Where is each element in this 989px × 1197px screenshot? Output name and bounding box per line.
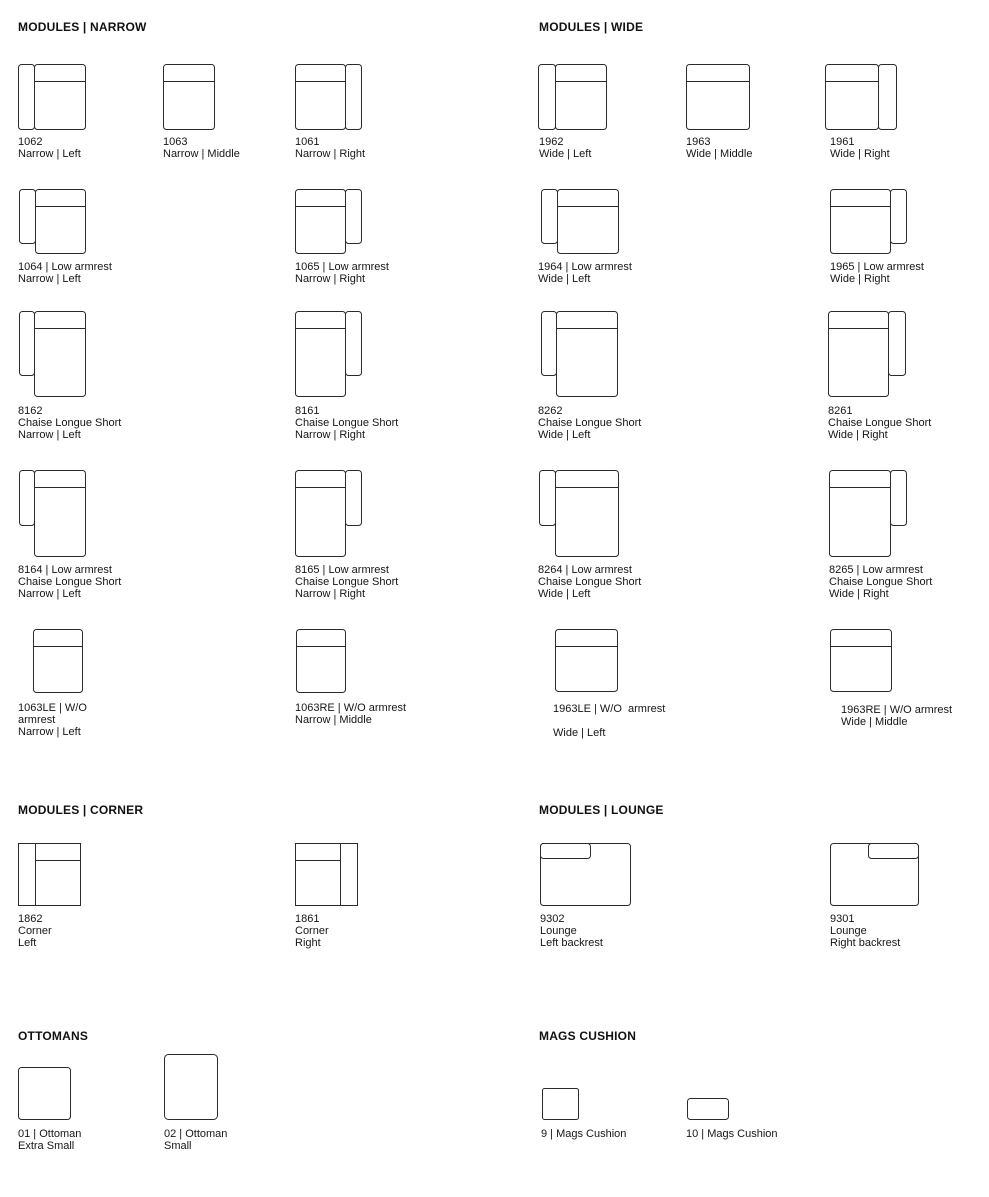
section-header-modules-narrow: MODULES | NARROW xyxy=(18,20,147,34)
label-line: 8262 xyxy=(538,405,563,417)
label-line: 1063 xyxy=(163,136,188,148)
label-line: Narrow | Left xyxy=(18,588,81,600)
label-line: Right backrest xyxy=(830,937,901,949)
label-line: 01 | Ottoman xyxy=(18,1128,82,1140)
label-line: Chaise Longue Short xyxy=(18,417,122,429)
label-line: armrest xyxy=(18,714,56,726)
label-line: Left backrest xyxy=(540,937,603,949)
label-line: Lounge xyxy=(540,925,577,937)
section-header-modules-wide: MODULES | WIDE xyxy=(539,20,644,34)
label-line: 9 | Mags Cushion xyxy=(541,1128,627,1140)
label-line: Chaise Longue Short xyxy=(828,417,932,429)
label-line: 8161 xyxy=(295,405,320,417)
label-line: 1965 | Low armrest xyxy=(830,261,924,273)
label-line: Chaise Longue Short xyxy=(538,576,642,588)
label-line: 1961 xyxy=(830,136,855,148)
section-header-modules-corner: MODULES | CORNER xyxy=(18,803,144,817)
label-line: Narrow | Right xyxy=(295,429,366,441)
label-line: 10 | Mags Cushion xyxy=(686,1128,778,1140)
label-line: Chaise Longue Short xyxy=(295,417,399,429)
label-line: Wide | Middle xyxy=(841,716,908,728)
section-header-ottomans: OTTOMANS xyxy=(18,1029,89,1043)
label-line: Wide | Left xyxy=(539,148,592,160)
label-line: 1964 | Low armrest xyxy=(538,261,632,273)
section-header-mags-cushion: MAGS CUSHION xyxy=(539,1029,637,1043)
label-line: Wide | Right xyxy=(830,148,890,160)
label-line: 1962 xyxy=(539,136,564,148)
label-line: 1861 xyxy=(295,913,320,925)
label-line: Wide | Right xyxy=(829,588,889,600)
label-line: Narrow | Left xyxy=(18,429,81,441)
label-line: 1062 xyxy=(18,136,43,148)
label-line: Chaise Longue Short xyxy=(538,417,642,429)
label-line: 1061 xyxy=(295,136,320,148)
label-line: Narrow | Right xyxy=(295,148,366,160)
label-line: 1064 | Low armrest xyxy=(18,261,112,273)
label-line: Corner xyxy=(18,925,52,937)
label-line: Narrow | Left xyxy=(18,726,81,738)
label-line: Narrow | Left xyxy=(18,273,81,285)
module-drawing-10 xyxy=(687,1098,729,1120)
label-line: Wide | Left xyxy=(553,727,606,739)
label-line: Wide | Left xyxy=(538,588,591,600)
label-line: Left xyxy=(18,937,37,949)
label-line: Narrow | Right xyxy=(295,588,366,600)
section-header-modules-lounge: MODULES | LOUNGE xyxy=(539,803,664,817)
label-line: Wide | Left xyxy=(538,273,591,285)
module-label-9 xyxy=(541,1128,626,1140)
label-line: Chaise Longue Short xyxy=(295,576,399,588)
label-line: Chaise Longue Short xyxy=(829,576,933,588)
label-line: Right xyxy=(295,937,321,949)
module-label-10 xyxy=(686,1128,778,1140)
label-line: 1963 xyxy=(686,136,711,148)
label-line: 9301 xyxy=(830,913,855,925)
label-line: 8265 | Low armrest xyxy=(829,564,923,576)
label-line: Corner xyxy=(295,925,329,937)
label-line: 02 | Ottoman xyxy=(164,1128,228,1140)
label-line: 8165 | Low armrest xyxy=(295,564,389,576)
label-line: Wide | Left xyxy=(538,429,591,441)
label-line: 8261 xyxy=(828,405,853,417)
label-line: 1065 | Low armrest xyxy=(295,261,389,273)
label-line: Wide | Right xyxy=(828,429,888,441)
label-line: 8264 | Low armrest xyxy=(538,564,632,576)
label-line: 1963LE | W/O armrest xyxy=(553,703,666,715)
label-line: Wide | Middle xyxy=(686,148,753,160)
label-line: Narrow | Left xyxy=(18,148,81,160)
label-line: 8162 xyxy=(18,405,43,417)
label-line: 8164 | Low armrest xyxy=(18,564,112,576)
label-line: 1862 xyxy=(18,913,43,925)
label-line: 1963RE | W/O armrest xyxy=(841,704,953,716)
label-line: Narrow | Middle xyxy=(163,148,240,160)
label-line: Wide | Right xyxy=(830,273,890,285)
label-line: Narrow | Right xyxy=(295,273,366,285)
label-line: Extra Small xyxy=(18,1140,75,1152)
module-drawing-9 xyxy=(542,1088,579,1120)
label-line: Small xyxy=(164,1140,192,1152)
label-line: Chaise Longue Short xyxy=(18,576,122,588)
label-line: Narrow | Middle xyxy=(295,714,372,726)
label-line: 1063RE | W/O armrest xyxy=(295,702,407,714)
label-line: Lounge xyxy=(830,925,867,937)
label-line: 9302 xyxy=(540,913,565,925)
label-line: 1063LE | W/O xyxy=(18,702,87,714)
